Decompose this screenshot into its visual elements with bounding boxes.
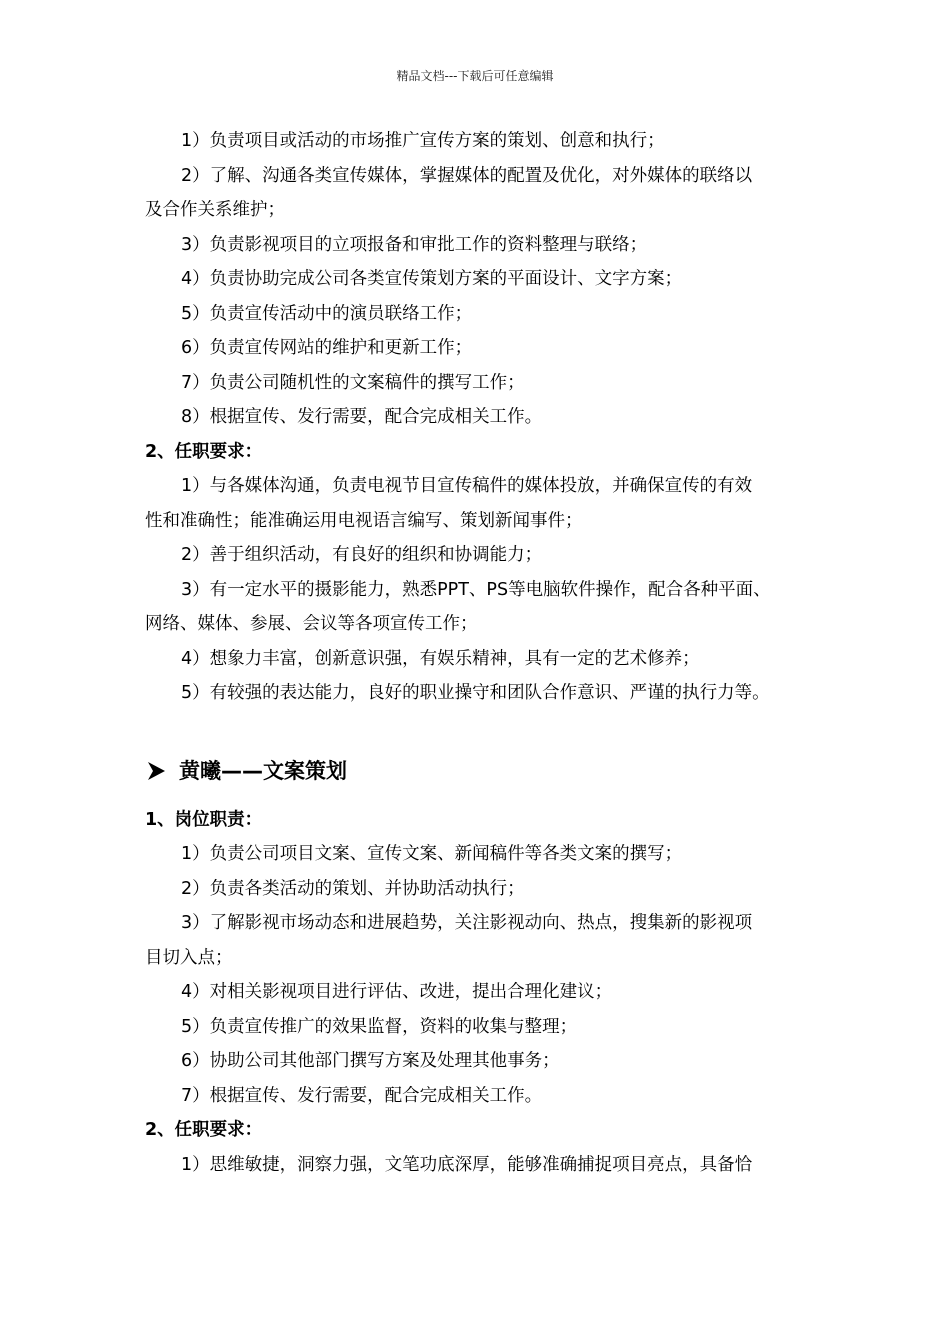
s2-duty-item-7: 7）根据宣传、发行需要，配合完成相关工作。 [181,1085,543,1106]
s2-duty-item-3: 3）了解影视市场动态和进展趋势，关注影视动向、热点，搜集新的影视项 [181,913,753,933]
duty-item-2: 2）了解、沟通各类宣传媒体，掌握媒体的配置及优化，对外媒体的联络以 [181,165,753,186]
duty-item-6: 6）负责宣传网站的维护和更新工作； [181,338,473,358]
duty-item-7: 7）负责公司随机性的文案稿件的撰写工作； [181,372,525,393]
document-body [145,124,825,1182]
requirement-item-5: 5）有较强的表达能力，良好的职业操守和团队合作意识、严谨的执行力等。 [181,683,770,703]
duty-item-8: 8）根据宣传、发行需要，配合完成相关工作。 [181,407,543,427]
s2-duty-item-3-cont: 目切入点； [145,947,233,968]
requirement-item-1: 1）与各媒体沟通，负责电视节目宣传稿件的媒体投放，并确保宣传的有效 [181,476,753,496]
s2-duty-item-2: 2）负责各类活动的策划、并协助活动执行； [181,878,525,899]
duty-item-5: 5）负责宣传活动中的演员联络工作； [181,303,473,324]
duty-item-1: 1）负责项目或活动的市场推广宣传方案的策划、创意和执行； [181,131,665,151]
arrow-bullet-icon [145,760,167,782]
duty-item-2-cont: 及合作关系维护； [145,200,285,220]
duty-item-3: 3）负责影视项目的立项报备和审批工作的资料整理与联络； [181,234,648,255]
section-title-text: 黄曦——文案策划 [179,758,347,783]
section-title [145,751,825,791]
page-header: 精品文档---下载后可任意编辑 [396,69,554,83]
requirement-item-3: 3）有一定水平的摄影能力，熟悉PPT、PS等电脑软件操作，配合各种平面、 [181,579,771,600]
s2-duty-item-6: 6）协助公司其他部门撰写方案及处理其他事务； [181,1051,560,1071]
requirement-item-1-cont: 性和准确性；能准确运用电视语言编写、策划新闻事件； [145,510,583,531]
section-gap [145,711,825,751]
requirement-item-4: 4）想象力丰富，创新意识强，有娱乐精神，具有一定的艺术修养； [181,648,700,669]
requirement-item-2: 2）善于组织活动，有良好的组织和协调能力； [181,545,543,565]
requirements-heading: 2、任职要求： [145,441,263,462]
s2-duty-item-5: 5）负责宣传推广的效果监督，资料的收集与整理； [181,1016,578,1037]
duties-heading: 1、岗位职责： [145,809,263,830]
s2-requirements-heading: 2、任职要求： [145,1120,263,1140]
requirement-item-3-cont: 网络、媒体、参展、会议等各项宣传工作； [145,614,478,634]
s2-duty-item-4: 4）对相关影视项目进行评估、改进，提出合理化建议； [181,982,613,1002]
duty-item-4: 4）负责协助完成公司各类宣传策划方案的平面设计、文字方案； [181,269,683,289]
s2-requirement-item-1: 1）思维敏捷，洞察力强，文笔功底深厚，能够准确捕捉项目亮点，具备恰 [181,1154,753,1175]
s2-duty-item-1: 1）负责公司项目文案、宣传文案、新闻稿件等各类文案的撰写； [181,844,683,864]
